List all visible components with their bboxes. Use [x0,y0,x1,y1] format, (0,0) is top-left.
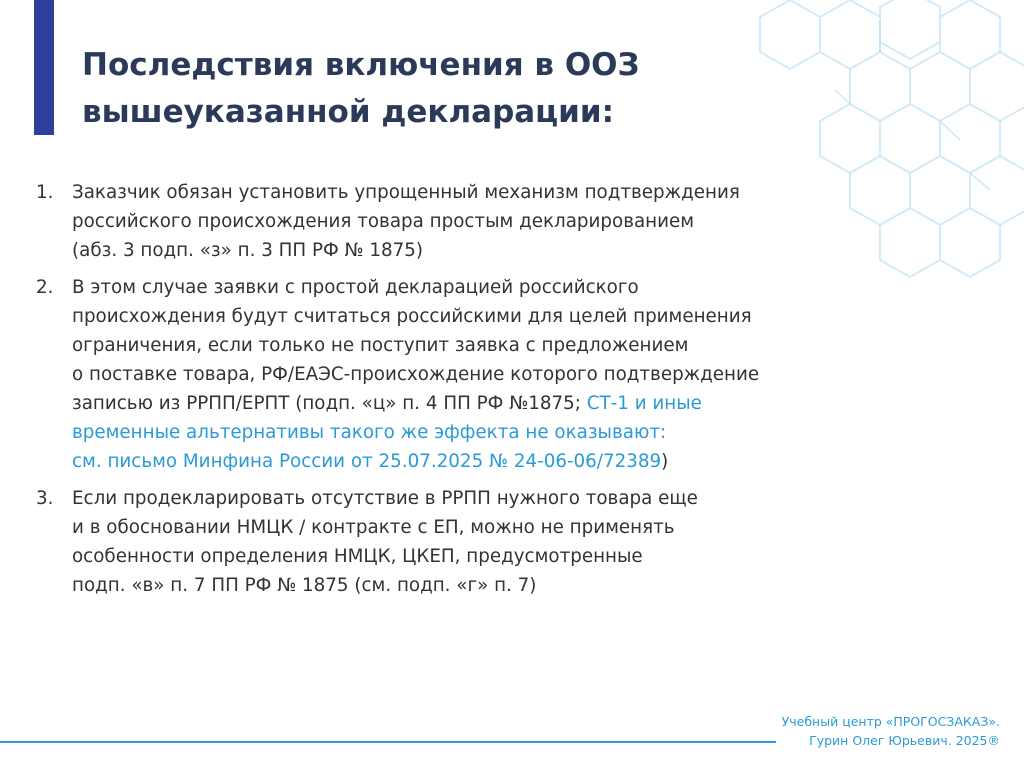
list-item-text-line: российского происхождения товара простым декларированием [72,211,695,232]
highlighted-text: временные альтернативы такого же эффекта не оказывают: [72,422,667,443]
list-item-number: 2. [36,277,54,298]
list-item-text-line: особенности определения НМЦК, ЦКЕП, предусмотренные [72,546,643,567]
title-line-1: Последствия включения в ООЗ [82,47,640,83]
footer-author: Гурин Олег Юрьевич. 2025® [809,733,1000,748]
list-item-1 [36,178,936,265]
list-item-number: 3. [36,488,54,509]
highlighted-text: СТ-1 и иные [586,393,702,414]
list-item-text-line [72,447,936,476]
list-item-3 [36,484,936,600]
list-item-text-line: В этом случае заявки с простой декларацией российского [72,277,639,298]
list-item-text-line: ограничения, если только не поступит заявка с предложением [72,335,689,356]
list-item-text-line: и в обосновании НМЦК / контракте с ЕП, можно не применять [72,517,675,538]
footer-credits [782,712,1000,750]
list-item-text-plain: ) [661,451,669,472]
list-item-text-line [72,389,936,418]
slide-title [82,42,742,136]
list-item-text-line: происхождения будут считаться российскими для целей применения [72,306,752,327]
list-item-text-line: Если продекларировать отсутствие в РРПП нужного товара еще [72,488,698,509]
list-item-text-line: (абз. 3 подп. «з» п. 3 ПП РФ № 1875) [72,240,424,261]
list-item-2 [36,273,936,476]
title-line-2: вышеуказанной декларации: [82,94,614,130]
list-item-text-line: подп. «в» п. 7 ПП РФ № 1875 (см. подп. «г» п. 7) [72,575,537,596]
list-item-number: 1. [36,182,54,203]
footer-divider [0,741,776,743]
minfin-letter-reference: см. письмо Минфина России от 25.07.2025 № 24-06-06/72389 [72,451,662,472]
list-item-text-plain: записью из РРПП/ЕРПТ (подп. «ц» п. 4 ПП РФ №1875; [72,393,587,414]
title-accent-bar [34,0,54,135]
footer-organization: Учебный центр «ПРОГОСЗАКАЗ». [781,714,1000,729]
list-item-text-line: о поставке товара, РФ/ЕАЭС-происхождение которого подтверждение [72,364,760,385]
list-item-text-line: Заказчик обязан установить упрощенный механизм подтверждения [72,182,740,203]
consequences-list [36,178,936,600]
